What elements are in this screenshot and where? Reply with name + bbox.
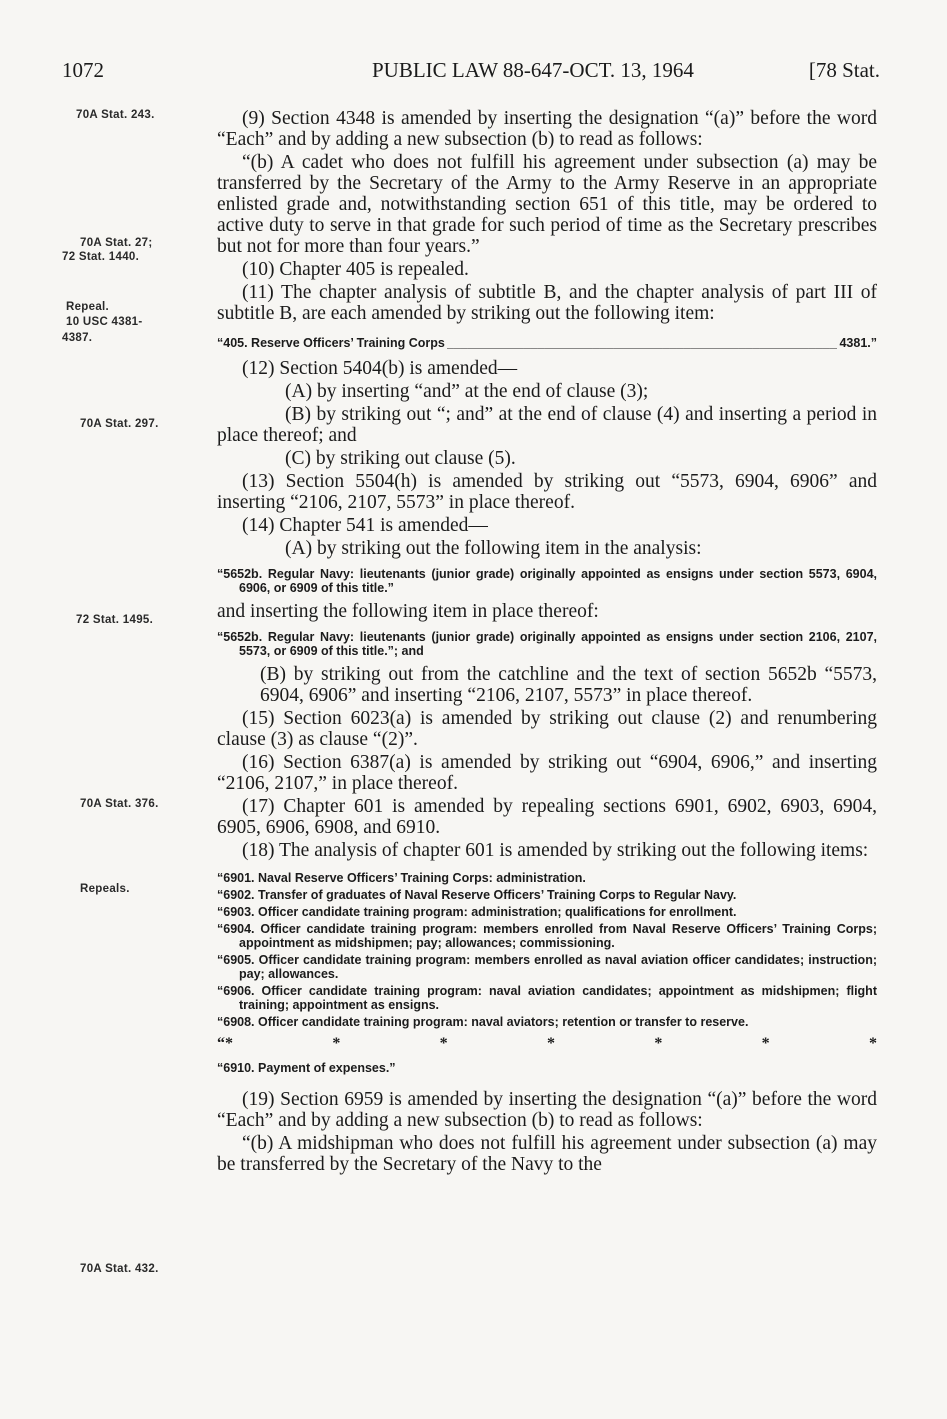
analysis-item-405	[217, 336, 877, 350]
analysis-item-5652b-new: “5652b. Regular Navy: lieutenants (junior grade) originally appointed as ensigns under section 2106, 2107, 5573, or 6909 of this title.”; and	[217, 630, 877, 658]
page-title: PUBLIC LAW 88-647-OCT. 13, 1964	[372, 58, 694, 82]
paragraph-14: (14) Chapter 541 is amended—	[242, 515, 488, 536]
page-number: 1072	[62, 58, 104, 82]
analysis-items-601	[217, 871, 877, 1029]
paragraph-9: (9) Section 4348 is amended by inserting the designation “(a)” before the word “Each” and by adding a new subsection (b) to read as follows:	[217, 108, 877, 150]
margin-note: Repeals.	[80, 883, 130, 895]
paragraph-11: (11) The chapter analysis of subtitle B, and the chapter analysis of part III of subtitle B, are each amended by striking out the following item:	[217, 282, 877, 324]
margin-note: 70A Stat. 376.	[80, 798, 159, 810]
paragraph-16: (16) Section 6387(a) is amended by striking out “6904, 6906,” and inserting “2106, 2107,” in place thereof.	[217, 752, 877, 794]
margin-note: 70A Stat. 432.	[80, 1263, 159, 1275]
paragraph-12b: (B) by striking out “; and” at the end of clause (4) and inserting a period in place thereof; and	[217, 404, 877, 446]
margin-note: 72 Stat. 1495.	[76, 614, 154, 626]
paragraph-19: (19) Section 6959 is amended by inserting the designation “(a)” before the word “Each” and by adding a new subsection (b) to read as follows:	[217, 1089, 877, 1131]
paragraph-12: (12) Section 5404(b) is amended—	[242, 358, 518, 379]
paragraph-12c: (C) by striking out clause (5).	[285, 448, 516, 469]
paragraph-15: (15) Section 6023(a) is amended by striking out clause (2) and renumbering clause (3) as clause “(2)”.	[217, 708, 877, 750]
margin-note: 10 USC 4381-	[66, 316, 143, 328]
star: “*	[217, 1035, 233, 1052]
statute-volume: [78 Stat.	[808, 58, 880, 82]
analysis-item: “6901. Naval Reserve Officers’ Training Corps: administration.	[217, 871, 586, 885]
analysis-item-label: “405. Reserve Officers’ Training Corps	[217, 336, 445, 350]
paragraph-13: (13) Section 5504(h) is amended by striking out “5573, 6904, 6906” and inserting “2106, 2107, 5573” in place thereof.	[217, 471, 877, 513]
analysis-item-section: 4381.”	[839, 336, 877, 350]
star: *	[868, 1035, 877, 1052]
paragraph-12a: (A) by inserting “and” at the end of clause (3);	[285, 381, 649, 402]
paragraph-14a: (A) by striking out the following item in the analysis:	[285, 538, 702, 559]
leader-line	[447, 336, 838, 350]
star: *	[332, 1035, 341, 1052]
margin-note: Repeal.	[66, 301, 110, 313]
margin-note: 4387.	[62, 332, 93, 344]
margin-note: 70A Stat. 243.	[76, 109, 155, 121]
analysis-item-5652b-old: “5652b. Regular Navy: lieutenants (junior grade) originally appointed as ensigns under section 5573, 6904, 6906, or 6909 of this title.”	[217, 567, 877, 595]
paragraph-19b: “(b) A midshipman who does not fulfill his agreement under subsection (a) may be transferred by the Secretary of the Navy to the	[217, 1133, 877, 1175]
omission-stars	[217, 1035, 877, 1053]
margin-note: 70A Stat. 297.	[80, 418, 159, 430]
analysis-item: “6906. Officer candidate training program: naval aviation candidates; appointment as midshipmen; flight training; appointment as ensigns.	[217, 984, 877, 1012]
star: *	[761, 1035, 770, 1052]
paragraph-18: (18) The analysis of chapter 601 is amended by striking out the following items:	[242, 840, 869, 861]
star: *	[654, 1035, 663, 1052]
paragraph-14-mid: and inserting the following item in place thereof:	[217, 601, 599, 622]
star: *	[439, 1035, 448, 1052]
star: *	[546, 1035, 555, 1052]
paragraph-9b: “(b) A cadet who does not fulfill his agreement under subsection (a) may be transferred by the Secretary of the Army to the Army Reserve in an appropriate enlisted grade and, notwithstanding section 651 of this title, may be ordered to active duty to serve in that grade for such period of time as the Secretary prescribes but not for more than four years.”	[217, 152, 877, 257]
analysis-item: “6904. Officer candidate training program: members enrolled from Naval Reserve Officers’ Training Corps; appointment as midshipmen; pay; allowances; commissioning.	[217, 922, 877, 950]
margin-note: 72 Stat. 1440.	[62, 251, 140, 263]
margin-note: 70A Stat. 27;	[80, 237, 153, 249]
analysis-item: “6903. Officer candidate training program: administration; qualifications for enrollment.	[217, 905, 737, 919]
analysis-item: “6902. Transfer of graduates of Naval Reserve Officers’ Training Corps to Regular Navy.	[217, 888, 737, 902]
paragraph-17: (17) Chapter 601 is amended by repealing sections 6901, 6902, 6903, 6904, 6905, 6906, 6908, and 6910.	[217, 796, 877, 838]
analysis-item: “6908. Officer candidate training program: naval aviators; retention or transfer to reserve.	[217, 1015, 749, 1029]
analysis-item-6910: “6910. Payment of expenses.”	[217, 1061, 396, 1075]
margin-notes	[0, 0, 200, 1419]
paragraph-14b: (B) by striking out from the catchline and the text of section 5652b “5573, 6904, 6906” and inserting “2106, 2107, 5573” in place thereof.	[260, 664, 877, 706]
analysis-item: “6905. Officer candidate training program: members enrolled as naval aviation officer candidates; instruction; pay; allowances.	[217, 953, 877, 981]
paragraph-10: (10) Chapter 405 is repealed.	[242, 259, 469, 280]
body-text	[217, 108, 877, 1177]
